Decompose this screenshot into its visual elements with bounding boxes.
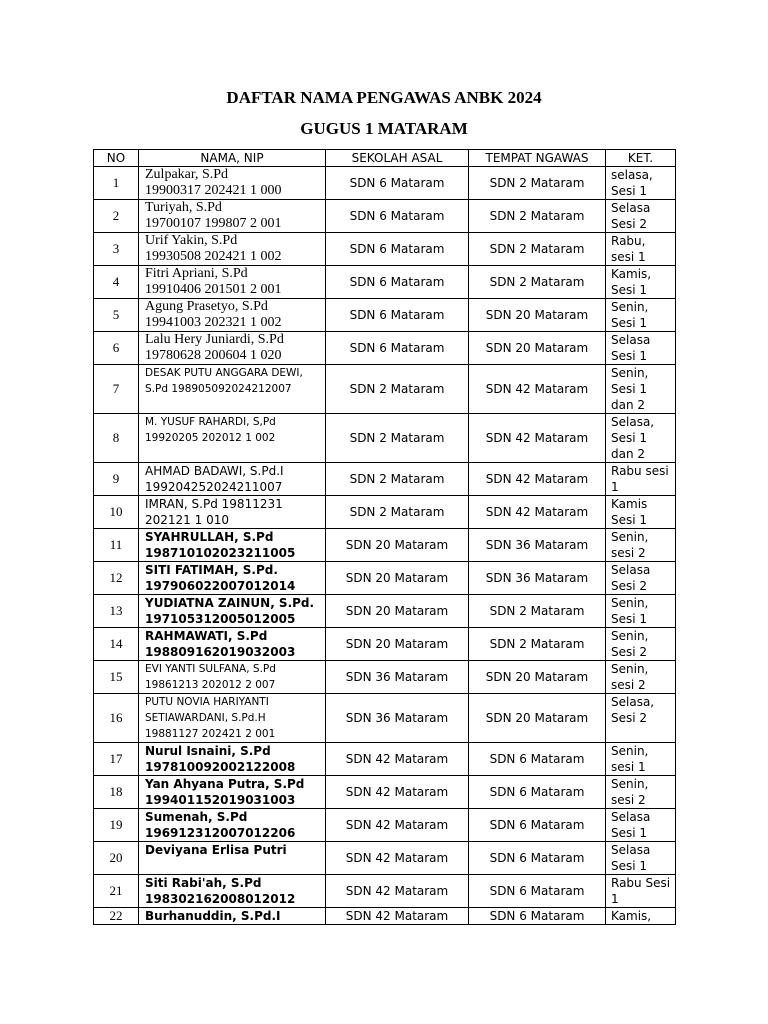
row-number: 2 (94, 200, 139, 233)
school-origin: SDN 36 Mataram (326, 694, 469, 743)
person-name: Urif Yakin, S.Pd (145, 233, 238, 248)
header-tempat-ngawas: TEMPAT NGAWAS (469, 150, 606, 167)
person-name: Nurul Isnaini, S.Pd (145, 744, 271, 758)
person-name: PUTU NOVIA HARIYANTI (145, 696, 269, 708)
row-number: 5 (94, 299, 139, 332)
exam-location: SDN 20 Mataram (469, 694, 606, 743)
person-name: SYAHRULLAH, S.Pd (145, 530, 274, 544)
exam-location: SDN 2 Mataram (469, 233, 606, 266)
school-origin: SDN 20 Mataram (326, 529, 469, 562)
school-origin: SDN 42 Mataram (326, 776, 469, 809)
person-nip: 197906022007012014 (145, 579, 296, 593)
school-origin: SDN 6 Mataram (326, 266, 469, 299)
person-name: Yan Ahyana Putra, S.Pd (145, 777, 305, 791)
table-row (94, 776, 676, 809)
session-note: Selasa Sesi 1 (606, 332, 676, 365)
person-nip: 19941003 202321 1 002 (145, 315, 282, 330)
row-number: 16 (94, 694, 139, 743)
person-name: Lalu Hery Juniardi, S.Pd (145, 332, 284, 347)
exam-location: SDN 6 Mataram (469, 875, 606, 908)
name-nip-cell (139, 595, 326, 628)
person-nip: 19780628 200604 1 020 (145, 348, 282, 363)
supervisor-table (93, 149, 676, 925)
exam-location: SDN 6 Mataram (469, 743, 606, 776)
table-row (94, 365, 676, 414)
exam-location: SDN 36 Mataram (469, 529, 606, 562)
session-note: Senin, sesi 2 (606, 529, 676, 562)
name-nip-cell (139, 875, 326, 908)
header-nama-nip: NAMA, NIP (139, 150, 326, 167)
name-nip-cell (139, 332, 326, 365)
table-row (94, 463, 676, 496)
person-nip: 19920205 202012 1 002 (145, 432, 276, 444)
name-nip-cell (139, 694, 326, 743)
person-name: Deviyana Erlisa Putri (145, 843, 287, 857)
table-row (94, 562, 676, 595)
exam-location: SDN 6 Mataram (469, 776, 606, 809)
row-number: 9 (94, 463, 139, 496)
exam-location: SDN 20 Mataram (469, 299, 606, 332)
table-row (94, 809, 676, 842)
school-origin: SDN 6 Mataram (326, 233, 469, 266)
person-name: AHMAD BADAWI, S.Pd.I (145, 464, 284, 478)
name-nip-cell (139, 743, 326, 776)
name-nip-cell (139, 776, 326, 809)
person-nip: 19881127 202421 2 001 (145, 728, 276, 740)
exam-location: SDN 42 Mataram (469, 365, 606, 414)
person-name: YUDIATNA ZAINUN, S.Pd. (145, 596, 315, 610)
name-nip-cell (139, 299, 326, 332)
person-name: Agung Prasetyo, S.Pd (145, 299, 268, 314)
row-number: 14 (94, 628, 139, 661)
person-name: Siti Rabi'ah, S.Pd (145, 876, 262, 890)
row-number: 6 (94, 332, 139, 365)
row-number: 20 (94, 842, 139, 875)
session-note: Kamis, (606, 908, 676, 925)
exam-location: SDN 2 Mataram (469, 628, 606, 661)
session-note: Selasa Sesi 2 (606, 562, 676, 595)
session-note: Senin, Sesi 1 dan 2 (606, 365, 676, 414)
name-nip-cell (139, 365, 326, 414)
person-nip: 19700107 199807 2 001 (145, 216, 282, 231)
session-note: Senin, sesi 2 (606, 776, 676, 809)
row-number: 7 (94, 365, 139, 414)
person-name: DESAK PUTU ANGGARA DEWI, (145, 367, 303, 379)
table-row (94, 628, 676, 661)
exam-location: SDN 2 Mataram (469, 200, 606, 233)
person-nip: 199401152019031003 (145, 793, 296, 807)
exam-location: SDN 6 Mataram (469, 809, 606, 842)
name-nip-cell (139, 809, 326, 842)
table-row (94, 414, 676, 463)
table-row (94, 299, 676, 332)
school-origin: SDN 42 Mataram (326, 875, 469, 908)
school-origin: SDN 2 Mataram (326, 496, 469, 529)
row-number: 18 (94, 776, 139, 809)
person-nip: 198809162019032003 (145, 645, 296, 659)
exam-location: SDN 42 Mataram (469, 496, 606, 529)
name-nip-cell (139, 628, 326, 661)
row-number: 19 (94, 809, 139, 842)
session-note: Senin, sesi 1 (606, 743, 676, 776)
table-row (94, 496, 676, 529)
exam-location: SDN 2 Mataram (469, 595, 606, 628)
school-origin: SDN 36 Mataram (326, 661, 469, 694)
row-number: 12 (94, 562, 139, 595)
table-row (94, 908, 676, 925)
table-header-row (94, 150, 676, 167)
name-nip-cell (139, 200, 326, 233)
school-origin: SDN 2 Mataram (326, 365, 469, 414)
school-origin: SDN 6 Mataram (326, 167, 469, 200)
session-note: Kamis, Sesi 1 (606, 266, 676, 299)
exam-location: SDN 6 Mataram (469, 842, 606, 875)
person-name: SITI FATIMAH, S.Pd. (145, 563, 278, 577)
session-note: Selasa Sesi 1 (606, 842, 676, 875)
session-note: Senin, Sesi 1 (606, 595, 676, 628)
person-nip: 202121 1 010 (145, 513, 229, 527)
table-row (94, 694, 676, 743)
exam-location: SDN 20 Mataram (469, 332, 606, 365)
session-note: Senin, Sesi 1 (606, 299, 676, 332)
session-note: Kamis Sesi 1 (606, 496, 676, 529)
row-number: 8 (94, 414, 139, 463)
exam-location: SDN 42 Mataram (469, 414, 606, 463)
person-name: RAHMAWATI, S.Pd (145, 629, 268, 643)
name-nip-cell (139, 167, 326, 200)
exam-location: SDN 20 Mataram (469, 661, 606, 694)
exam-location: SDN 36 Mataram (469, 562, 606, 595)
session-note: Selasa, Sesi 1 dan 2 (606, 414, 676, 463)
document-subtitle: GUGUS 1 MATARAM (300, 119, 468, 138)
person-name: Turiyah, S.Pd (145, 200, 222, 215)
person-nip: 198710102023211005 (145, 546, 296, 560)
person-nip: S.Pd 198905092024212007 (145, 383, 292, 395)
session-note: Rabu Sesi 1 (606, 875, 676, 908)
header-ket: KET. (606, 150, 676, 167)
row-number: 21 (94, 875, 139, 908)
name-nip-cell (139, 661, 326, 694)
person-nip: 197810092002122008 (145, 760, 296, 774)
session-note: selasa, Sesi 1 (606, 167, 676, 200)
row-number: 10 (94, 496, 139, 529)
name-nip-cell (139, 908, 326, 925)
row-number: 3 (94, 233, 139, 266)
table-row (94, 233, 676, 266)
person-name: M. YUSUF RAHARDI, S,Pd (145, 416, 276, 428)
table-row (94, 167, 676, 200)
person-nip: 199204252024211007 (145, 480, 283, 494)
exam-location: SDN 2 Mataram (469, 266, 606, 299)
session-note: Rabu, sesi 1 (606, 233, 676, 266)
school-origin: SDN 42 Mataram (326, 842, 469, 875)
row-number: 4 (94, 266, 139, 299)
school-origin: SDN 20 Mataram (326, 562, 469, 595)
name-nip-cell (139, 463, 326, 496)
row-number: 13 (94, 595, 139, 628)
name-nip-cell (139, 266, 326, 299)
school-origin: SDN 20 Mataram (326, 628, 469, 661)
table-row (94, 266, 676, 299)
table-row (94, 332, 676, 365)
person-nip: 19910406 201501 2 001 (145, 282, 282, 297)
table-row (94, 661, 676, 694)
exam-location: SDN 2 Mataram (469, 167, 606, 200)
name-nip-cell (139, 496, 326, 529)
name-nip-cell (139, 562, 326, 595)
session-note: Selasa Sesi 1 (606, 809, 676, 842)
school-origin: SDN 2 Mataram (326, 463, 469, 496)
session-note: Selasa Sesi 2 (606, 200, 676, 233)
table-row (94, 595, 676, 628)
school-origin: SDN 42 Mataram (326, 908, 469, 925)
person-nip: 19930508 202421 1 002 (145, 249, 282, 264)
name-nip-cell (139, 842, 326, 875)
row-number: 15 (94, 661, 139, 694)
session-note: Senin, Sesi 2 (606, 628, 676, 661)
name-nip-cell (139, 233, 326, 266)
person-name: Fitri Apriani, S.Pd (145, 266, 248, 281)
person-nip: 19861213 202012 2 007 (145, 679, 276, 691)
table-row (94, 200, 676, 233)
person-nip: 19900317 202421 1 000 (145, 183, 282, 198)
exam-location: SDN 42 Mataram (469, 463, 606, 496)
table-row (94, 842, 676, 875)
row-number: 11 (94, 529, 139, 562)
session-note: Rabu sesi 1 (606, 463, 676, 496)
exam-location: SDN 6 Mataram (469, 908, 606, 925)
row-number: 1 (94, 167, 139, 200)
header-sekolah-asal: SEKOLAH ASAL (326, 150, 469, 167)
person-name: Sumenah, S.Pd (145, 810, 248, 824)
school-origin: SDN 6 Mataram (326, 332, 469, 365)
name-nip-cell (139, 414, 326, 463)
person-name: EVI YANTI SULFANA, S.Pd (145, 663, 276, 675)
person-name: Burhanuddin, S.Pd.I (145, 909, 281, 923)
school-origin: SDN 6 Mataram (326, 299, 469, 332)
person-name-continued: SETIAWARDANI, S.Pd.H (145, 712, 266, 724)
person-nip: 197105312005012005 (145, 612, 296, 626)
person-nip: 198302162008012012 (145, 892, 296, 906)
header-no: NO (94, 150, 139, 167)
table-row (94, 743, 676, 776)
row-number: 22 (94, 908, 139, 925)
table-row (94, 875, 676, 908)
person-name: IMRAN, S.Pd 19811231 (145, 497, 283, 511)
person-name: Zulpakar, S.Pd (145, 167, 229, 182)
row-number: 17 (94, 743, 139, 776)
school-origin: SDN 20 Mataram (326, 595, 469, 628)
session-note: Senin, sesi 2 (606, 661, 676, 694)
school-origin: SDN 2 Mataram (326, 414, 469, 463)
school-origin: SDN 42 Mataram (326, 743, 469, 776)
school-origin: SDN 42 Mataram (326, 809, 469, 842)
person-nip: 196912312007012206 (145, 826, 296, 840)
session-note: Selasa, Sesi 2 (606, 694, 676, 743)
school-origin: SDN 6 Mataram (326, 200, 469, 233)
name-nip-cell (139, 529, 326, 562)
document-title: DAFTAR NAMA PENGAWAS ANBK 2024 (226, 88, 542, 107)
table-row (94, 529, 676, 562)
